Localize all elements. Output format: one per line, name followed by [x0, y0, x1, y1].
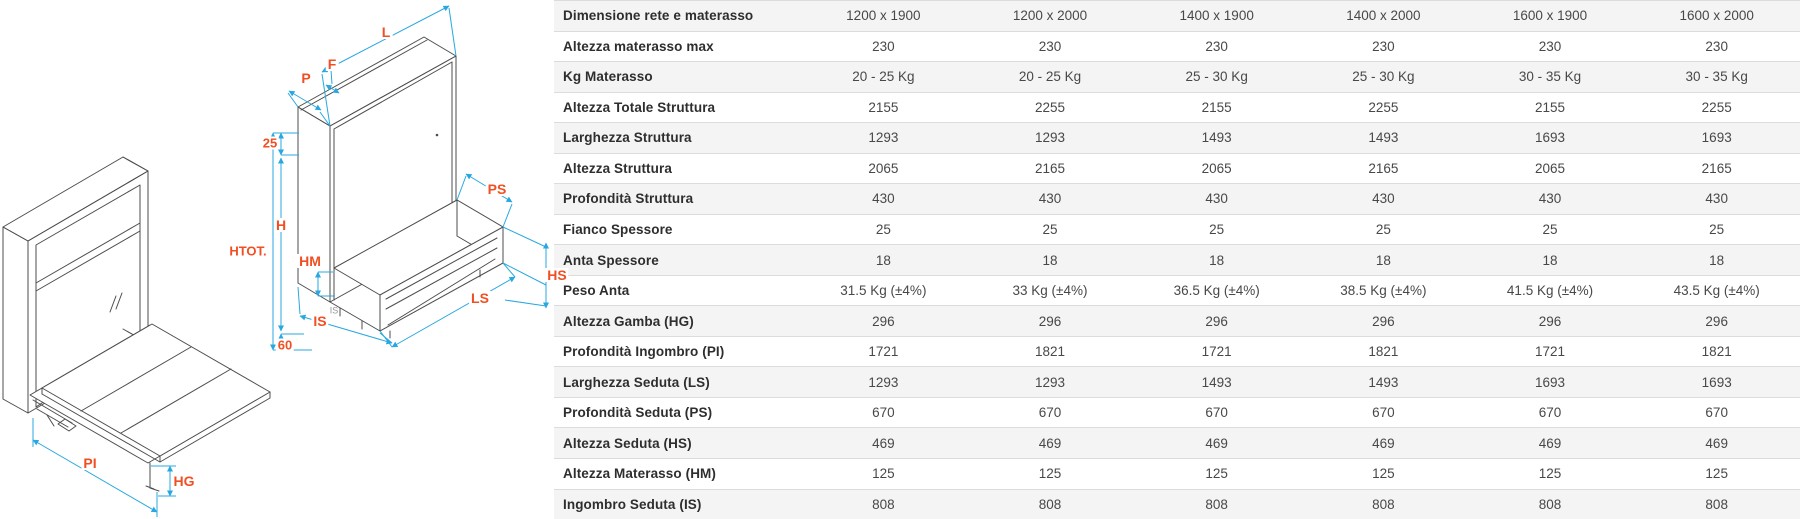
table-cell: 670	[1372, 405, 1395, 421]
table-cell: 2155	[1201, 99, 1232, 115]
table-row	[554, 154, 1800, 185]
table-cell: 2165	[1034, 160, 1066, 176]
row-label: Fianco Spessore	[563, 221, 673, 237]
row-label: Altezza Totale Struttura	[563, 99, 716, 115]
dim-label-p: P	[301, 70, 311, 86]
table-cell: 1293	[1034, 130, 1066, 146]
table-cell: 808	[1538, 496, 1562, 512]
dim-label-f: F	[327, 56, 337, 72]
table-row	[554, 276, 1800, 307]
table-cell: 20 - 25 Kg	[1018, 69, 1082, 85]
table-cell: 1693	[1535, 130, 1566, 146]
table-cell: 430	[1705, 191, 1728, 207]
table-cell: 1400 x 1900	[1179, 8, 1254, 24]
table-cell: 25	[1042, 221, 1058, 237]
table-cell: 670	[872, 405, 895, 421]
table-row	[554, 123, 1800, 154]
table-cell: 1600 x 1900	[1512, 8, 1588, 24]
table-cell: 1493	[1368, 374, 1399, 390]
table-cell: 469	[872, 435, 895, 451]
table-cell: 1821	[1368, 344, 1399, 360]
table-row	[554, 398, 1800, 429]
table-cell: 1721	[1535, 344, 1566, 360]
table-cell: 125	[1705, 466, 1728, 482]
table-cell: 125	[1372, 466, 1395, 482]
table-cell: 125	[1205, 466, 1228, 482]
table-cell: 808	[872, 496, 895, 512]
table-cell: 230	[1372, 38, 1395, 54]
table-cell: 670	[1038, 405, 1062, 421]
row-label: Dimensione rete e materasso	[563, 8, 754, 24]
table-cell: 18	[1709, 252, 1725, 268]
table-row	[554, 337, 1800, 368]
table-cell: 1821	[1701, 344, 1732, 360]
table-cell: 2065	[1535, 160, 1566, 176]
table-cell: 469	[1538, 435, 1562, 451]
row-label: Anta Spessore	[563, 252, 659, 268]
table-row	[554, 306, 1800, 337]
table-cell: 1293	[868, 130, 899, 146]
table-cell: 18	[1209, 252, 1225, 268]
table-row	[554, 245, 1800, 276]
dim-label-hm: HM	[299, 253, 321, 269]
table-cell: 808	[1372, 496, 1395, 512]
dim-label-htot: HTOT.	[229, 243, 267, 259]
table-cell: 1293	[868, 374, 899, 390]
table-cell: 2065	[1201, 160, 1232, 176]
table-cell: 25	[1542, 221, 1558, 237]
table-cell: 25	[1375, 221, 1391, 237]
row-label: Profondità Struttura	[563, 191, 694, 207]
table-row	[554, 367, 1800, 398]
table-cell: 125	[872, 466, 895, 482]
row-label: Ingombro Seduta (IS)	[563, 496, 702, 512]
dim-label-h: H	[275, 217, 287, 233]
table-cell: 1493	[1201, 374, 1232, 390]
table-cell: 30 - 35 Kg	[1685, 69, 1748, 85]
table-cell: 1400 x 2000	[1346, 8, 1421, 24]
row-label: Altezza Seduta (HS)	[563, 435, 692, 451]
table-cell: 2155	[868, 99, 899, 115]
table-cell: 430	[872, 191, 895, 207]
table-cell: 296	[1038, 313, 1062, 329]
table-row	[554, 184, 1800, 215]
table-cell: 1721	[1201, 344, 1232, 360]
row-label: Larghezza Seduta (LS)	[563, 374, 710, 390]
table-cell: 38.5 Kg (±4%)	[1340, 283, 1427, 299]
table-cell: 230	[872, 38, 895, 54]
row-label: Larghezza Struttura	[563, 130, 692, 146]
table-cell: 25	[1709, 221, 1725, 237]
table-row	[554, 490, 1800, 519]
table-cell: 31.5 Kg (±4%)	[840, 283, 927, 299]
table-cell: 1600 x 2000	[1679, 8, 1754, 24]
table-cell: 296	[872, 313, 895, 329]
spec-table	[554, 0, 1800, 519]
row-label: Profondità Ingombro (PI)	[563, 344, 725, 360]
table-cell: 125	[1038, 466, 1062, 482]
dim-label-hg: HG	[173, 473, 195, 489]
row-label: Kg Materasso	[563, 69, 653, 85]
dim-label-ls: LS	[471, 290, 489, 306]
table-cell: 296	[1538, 313, 1562, 329]
table-cell: 41.5 Kg (±4%)	[1506, 283, 1594, 299]
table-row	[554, 428, 1800, 459]
table-cell: 1293	[1034, 374, 1066, 390]
table-cell: 1693	[1701, 374, 1732, 390]
table-cell: 1693	[1535, 374, 1566, 390]
table-cell: 469	[1372, 435, 1395, 451]
row-label: Profondità Seduta (PS)	[563, 405, 713, 421]
table-cell: 670	[1205, 405, 1228, 421]
table-cell: 20 - 25 Kg	[852, 69, 915, 85]
table-cell: 25 - 30 Kg	[1185, 69, 1248, 85]
table-row	[554, 93, 1800, 124]
row-label: Altezza Struttura	[563, 160, 672, 176]
dim-label-ps: PS	[487, 181, 507, 197]
table-cell: 2155	[1535, 99, 1566, 115]
table-cell: 1721	[868, 344, 899, 360]
table-cell: 1493	[1201, 130, 1232, 146]
table-cell: 33 Kg (±4%)	[1012, 283, 1088, 299]
table-cell: 2255	[1368, 99, 1399, 115]
table-cell: 808	[1038, 496, 1062, 512]
row-label: Altezza Materasso (HM)	[563, 466, 716, 482]
table-row	[554, 459, 1800, 490]
table-cell: 670	[1705, 405, 1728, 421]
table-cell: 18	[1042, 252, 1058, 268]
dim-label-is: IS	[313, 313, 327, 329]
table-cell: 1493	[1368, 130, 1399, 146]
table-cell: 230	[1205, 38, 1228, 54]
table-cell: 1821	[1034, 344, 1066, 360]
table-cell: 670	[1538, 405, 1562, 421]
table-cell: 36.5 Kg (±4%)	[1173, 283, 1260, 299]
table-cell: 18	[1542, 252, 1558, 268]
row-label: Altezza Gamba (HG)	[563, 313, 694, 329]
dim-label-25: 25	[262, 135, 278, 151]
table-cell: 1200 x 2000	[1012, 8, 1088, 24]
table-cell: 430	[1372, 191, 1395, 207]
table-cell: 469	[1205, 435, 1228, 451]
table-cell: 18	[1375, 252, 1391, 268]
table-cell: 808	[1705, 496, 1728, 512]
table-row	[554, 32, 1800, 63]
table-cell: 296	[1372, 313, 1395, 329]
table-cell: 430	[1205, 191, 1228, 207]
table-cell: 2255	[1034, 99, 1066, 115]
table-cell: 2065	[868, 160, 899, 176]
table-cell: 1693	[1701, 130, 1732, 146]
table-cell: 430	[1538, 191, 1562, 207]
table-cell: 230	[1538, 38, 1562, 54]
table-row	[554, 0, 1800, 32]
table-cell: 25 - 30 Kg	[1352, 69, 1415, 85]
table-cell: 230	[1705, 38, 1728, 54]
table-cell: 230	[1038, 38, 1062, 54]
row-label: Altezza materasso max	[563, 38, 714, 54]
table-cell: 2165	[1368, 160, 1399, 176]
row-label: Peso Anta	[563, 283, 630, 299]
table-cell: 296	[1205, 313, 1228, 329]
table-row	[554, 62, 1800, 93]
dim-mark-is-small: IS	[329, 305, 339, 316]
table-cell: 2255	[1701, 99, 1732, 115]
table-cell: 30 - 35 Kg	[1518, 69, 1582, 85]
dim-label-pi: PI	[83, 455, 97, 471]
table-cell: 43.5 Kg (±4%)	[1673, 283, 1760, 299]
table-cell: 296	[1705, 313, 1728, 329]
table-cell: 1200 x 1900	[846, 8, 921, 24]
table-cell: 430	[1038, 191, 1062, 207]
table-cell: 2165	[1701, 160, 1732, 176]
table-row	[554, 215, 1800, 246]
dim-label-60: 60	[277, 337, 293, 353]
table-cell: 469	[1038, 435, 1062, 451]
table-cell: 808	[1205, 496, 1228, 512]
table-cell: 18	[875, 252, 891, 268]
table-cell: 125	[1538, 466, 1562, 482]
table-cell: 469	[1705, 435, 1728, 451]
table-cell: 25	[1209, 221, 1225, 237]
table-cell: 25	[875, 221, 891, 237]
dim-label-l: L	[381, 24, 391, 40]
dim-label-hs: HS	[547, 267, 567, 283]
